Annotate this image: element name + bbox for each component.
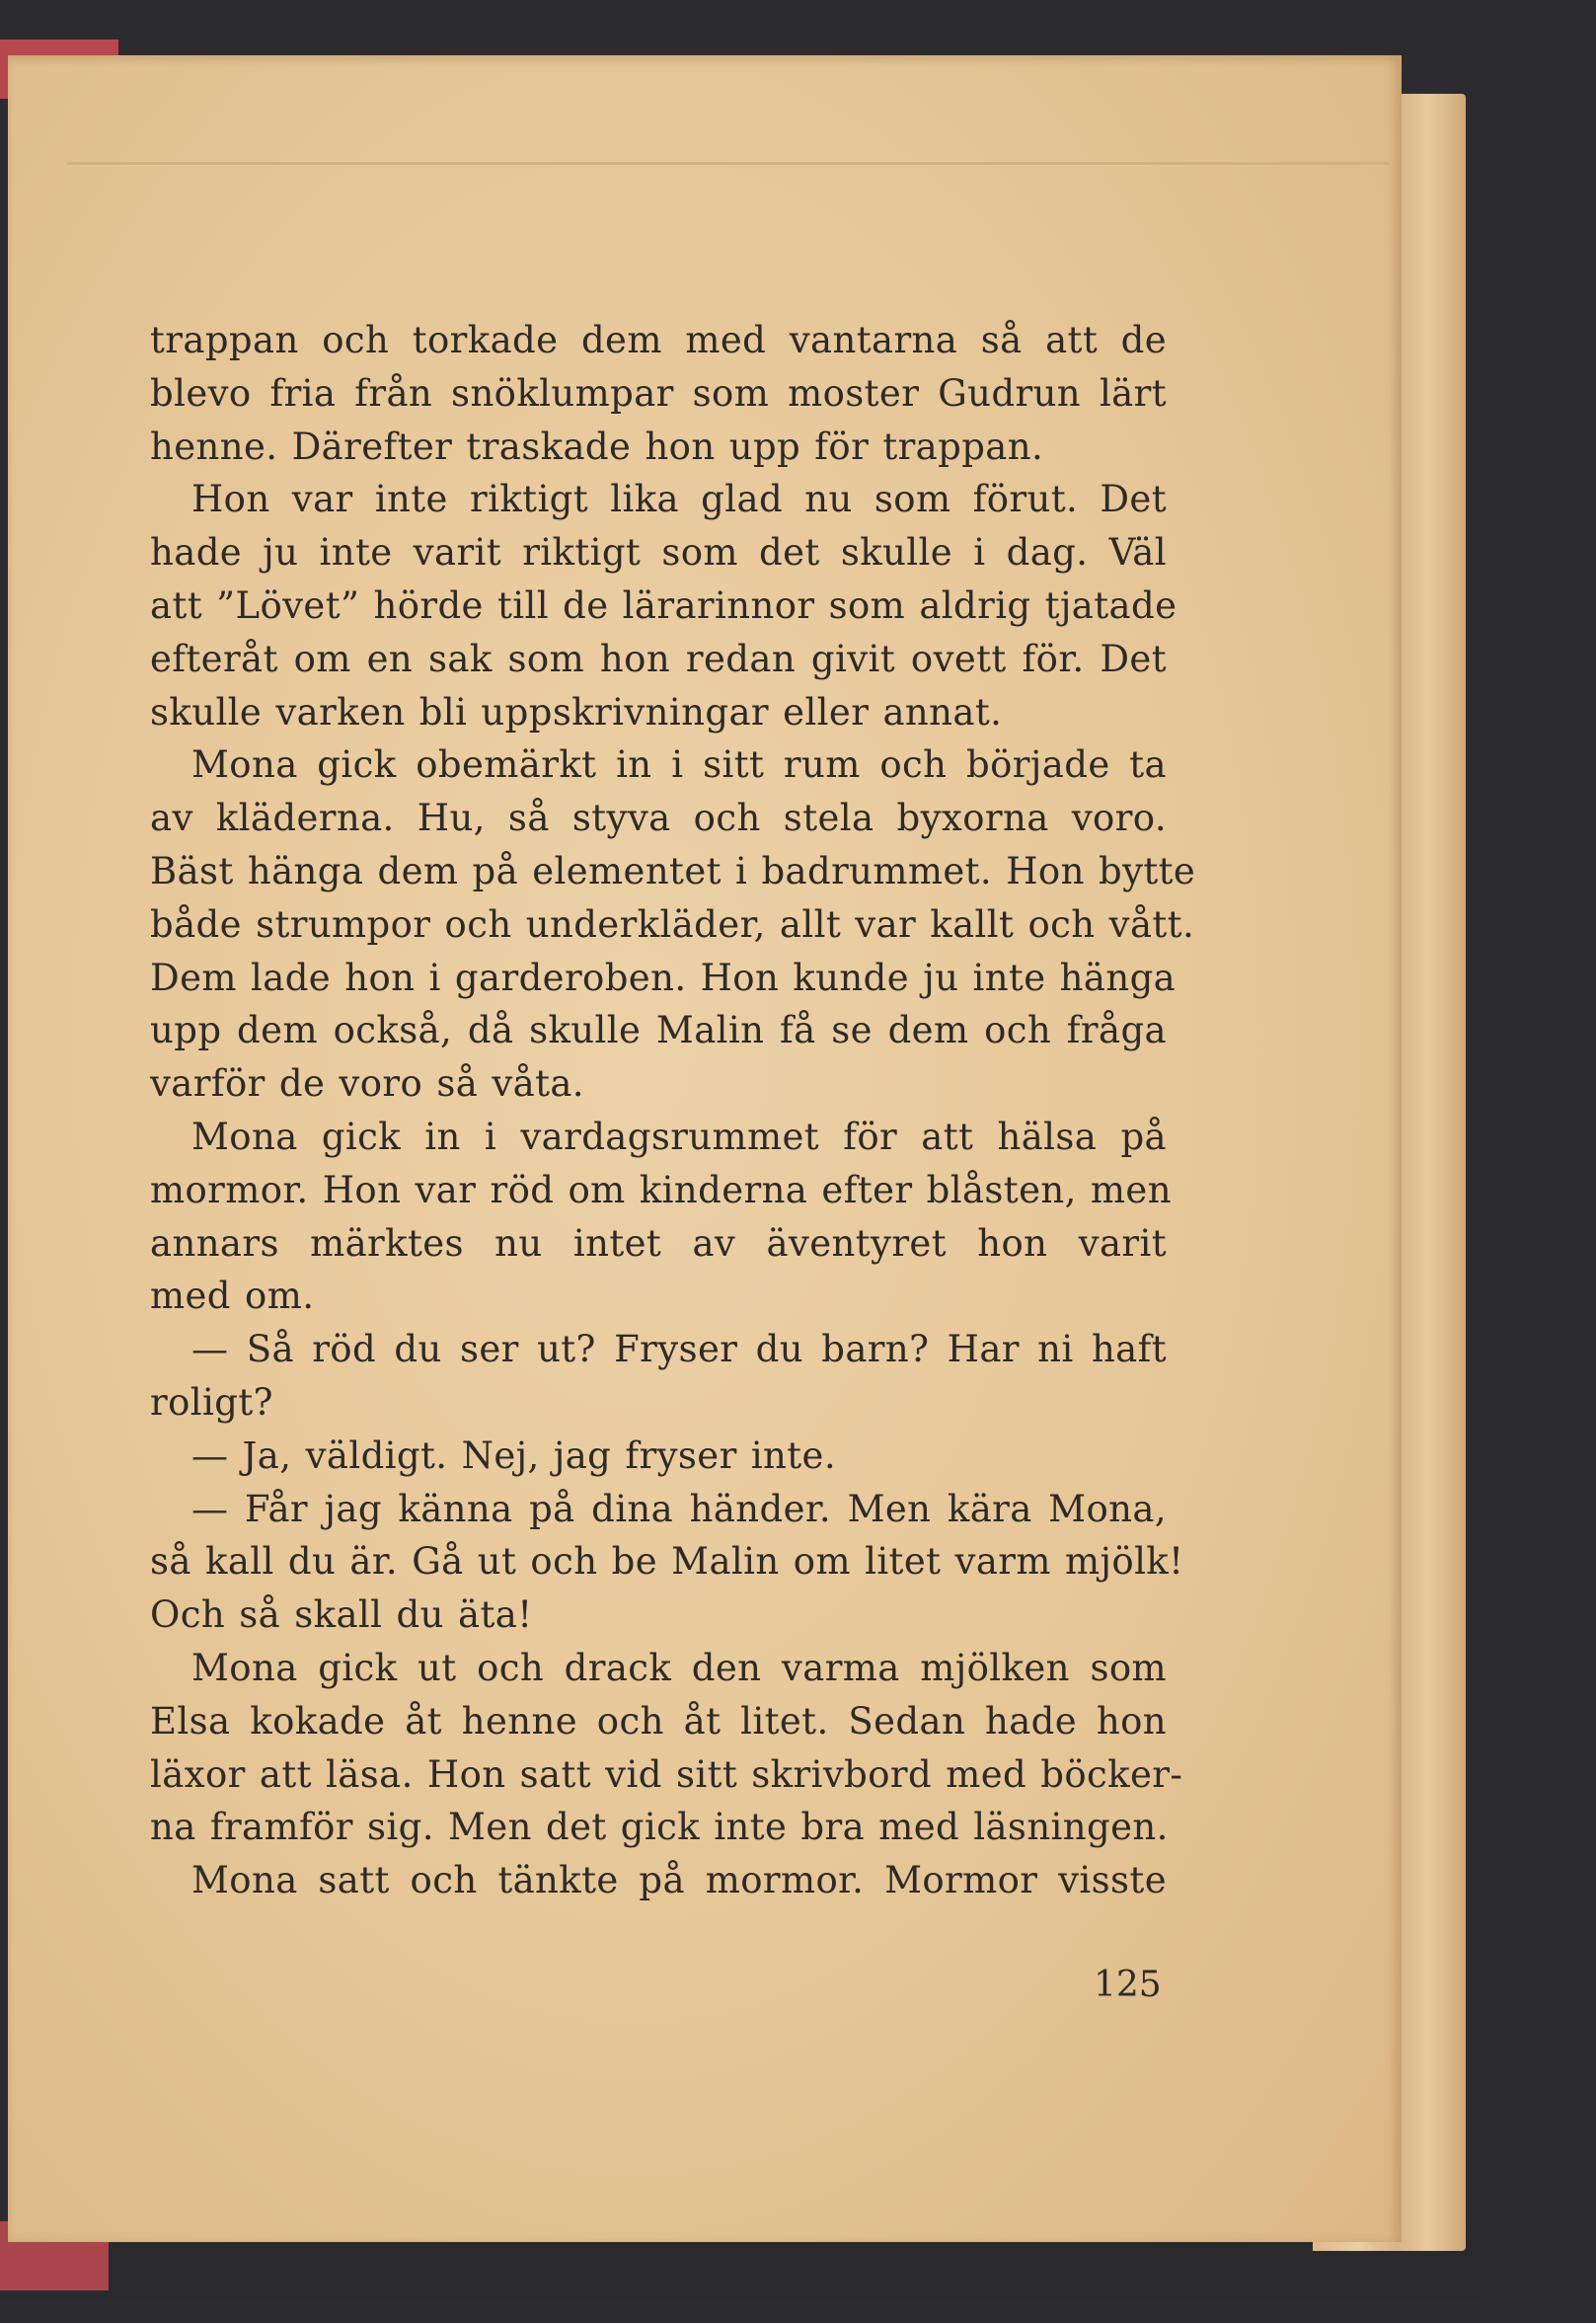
text-line: upp dem också, då skulle Malin få se dem och fråga	[150, 1009, 1167, 1052]
text-line: trappan och torkade dem med vantarna så att de	[150, 319, 1167, 361]
text-line: Mona gick obemärkt in i sitt rum och började ta	[191, 743, 1167, 787]
text-line: så kall du är. Gå ut och be Malin om litet varm mjölk!	[150, 1540, 1184, 1584]
text-line: efteråt om en sak som hon redan givit ovett för. Det	[150, 637, 1167, 680]
text-line: att ”Lövet” hörde till de lärarinnor som aldrig tjatade	[150, 583, 1178, 627]
text-line: hade ju inte varit riktigt som det skulle i dag. Väl	[150, 531, 1167, 575]
text-line: na framför sig. Men det gick inte bra med läsningen.	[150, 1806, 1169, 1849]
text-line: av kläderna. Hu, så styva och stela byxorna voro.	[150, 797, 1167, 840]
text-line: blevo fria från snöklumpar som moster Gudrun lärt	[150, 371, 1167, 415]
text-line: både strumpor och underkläder, allt var kallt och vått.	[150, 902, 1195, 946]
text-line: Dem lade hon i garderoben. Hon kunde ju inte hänga	[150, 956, 1177, 999]
text-line: mormor. Hon var röd om kinderna efter blåsten, men	[150, 1168, 1172, 1211]
text-line: — Får jag känna på dina händer. Men kära Mona,	[191, 1487, 1167, 1530]
text-line: skulle varken bli uppskrivningar eller annat.	[150, 690, 1003, 734]
text-line: — Ja, väldigt. Nej, jag fryser inte.	[191, 1433, 837, 1477]
text-line: henne. Därefter traskade hon upp för trappan.	[150, 425, 1044, 468]
text-line: varför de voro så våta.	[150, 1062, 584, 1106]
text-line: annars märktes nu intet av äventyret hon varit	[150, 1221, 1167, 1265]
text-line: Mona gick in i vardagsrummet för att hälsa på	[191, 1115, 1167, 1158]
text-line: läxor att läsa. Hon satt vid sitt skrivbord med böcker-	[150, 1752, 1183, 1796]
text-line: Hon var inte riktigt lika glad nu som förut. Det	[191, 478, 1167, 521]
page-top-edge	[67, 162, 1390, 165]
text-line: roligt?	[150, 1380, 273, 1424]
text-line: — Så röd du ser ut? Fryser du barn? Har ni haft	[191, 1328, 1167, 1371]
text-line: Elsa kokade åt henne och åt litet. Sedan hade hon	[150, 1699, 1167, 1742]
text-line: Mona satt och tänkte på mormor. Mormor visste	[191, 1859, 1167, 1902]
text-line: Bäst hänga dem på elementet i badrummet. Hon bytte	[150, 849, 1196, 892]
page-number: 125	[1094, 1965, 1162, 2005]
text-line: Och så skall du äta!	[150, 1593, 533, 1637]
text-line: med om.	[150, 1275, 315, 1318]
text-line: Mona gick ut och drack den varma mjölken som	[191, 1646, 1167, 1689]
body-text	[150, 314, 1196, 1907]
